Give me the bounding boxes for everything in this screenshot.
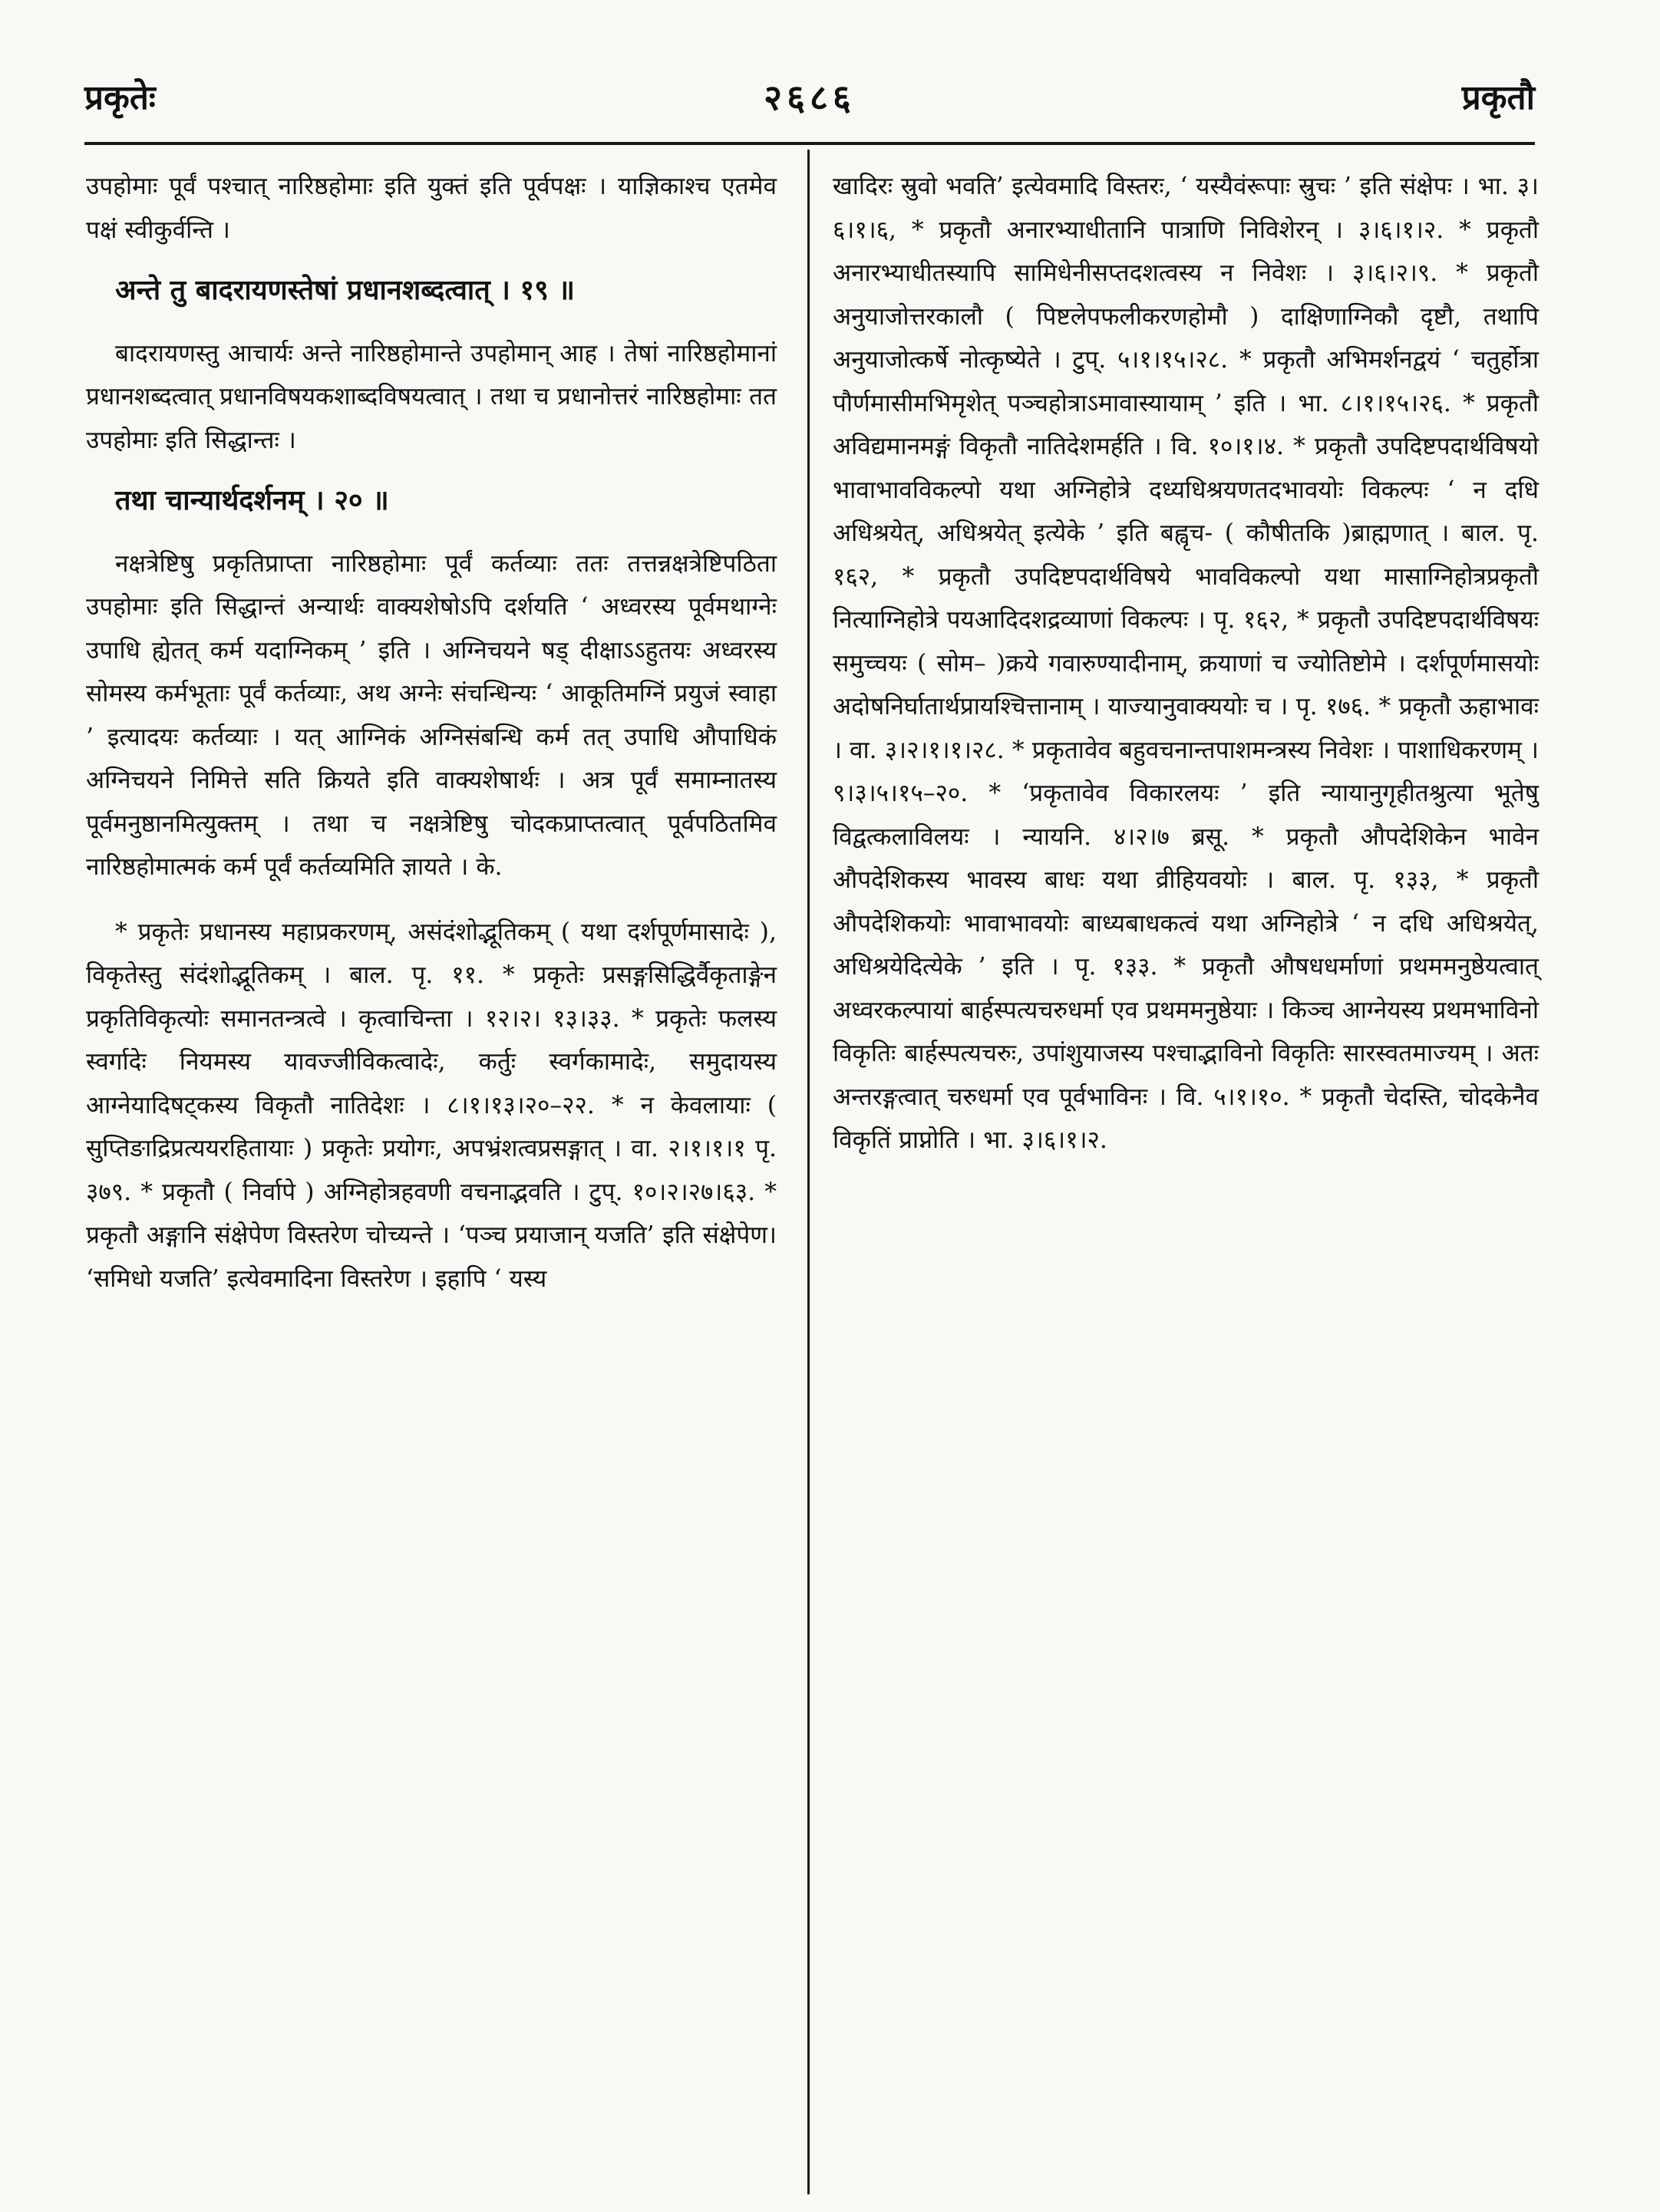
sutra-heading: तथा चान्यार्थदर्शनम् । २० ॥ xyxy=(115,484,389,516)
running-head-first-word: प्रकृतेः xyxy=(84,78,156,117)
left-column xyxy=(86,165,777,1300)
column-divider xyxy=(807,150,810,2194)
right-column xyxy=(833,165,1539,1162)
entry-paragraph: खादिरः स्रुवो भवति’ इत्येवमादि विस्तरः, ‘ यस्यैवंरूपाः स्रुचः ’ इति संक्षेपः । भा. ३।६।१।६, * प्रकृतौ अनारभ्याधीतानि पात्राणि निविशेरन् । ३।६।१।२. * प्रकृतौ अनारभ्याधीतस्यापि सामिधेनीसप्तदशत्वस्य न निवेशः । ३।६।२।९. * प्रकृतौ अनुयाजोत्तरकालौ ( पिष्टलेपफलीकरणहोमौ ) दाक्षिणाग्निकौ दृष्टौ, तथापि अनुयाजोत्कर्षे नोत्कृष्येते । टुप्. ५।१।१५।२८. * प्रकृतौ अभिमर्शनद्वयं ‘ चतुर्होत्रा पौर्णमासीमभिमृशेत् पञ्चहोत्राऽमावास्यायाम् ’ इति । भा. ८।१।१५।२६. * प्रकृतौ अविद्यमानमङ्गं विकृतौ नातिदेशमर्हति । वि. १०।१।४. * प्रकृतौ उपदिष्टपदार्थविषयो भावाभावविकल्पो यथा अग्निहोत्रे दध्यधिश्रयणतदभावयोः विकल्पः ‘ न दधि अधिश्रयेत्, अधिश्रयेत् इत्येके ’ इति बह्वृच- ( कौषीतकि )ब्राह्मणात् । बाल. पृ. १६२, * प्रकृतौ उपदिष्टपदार्थविषये भावविकल्पो यथा मासाग्निहोत्रप्रकृतौ नित्याग्निहोत्रे पयआदिदशद्रव्याणां विकल्पः । पृ. १६२, * प्रकृतौ उपदिष्टपदार्थविषयः समुच्चयः ( सोम– )क्रये गवारुण्यादीनाम्, क्रयाणां च ज्योतिष्टोमे । दर्शपूर्णमासयोः अदोषनिर्घातार्थप्रायश्चित्तानाम् । याज्यानुवाक्ययोः च । पृ. १७६. * प्रकृतौ ऊहाभावः । वा. ३।२।१।१।२८. * प्रकृतावेव बहुवचनान्तपाशमन्त्रस्य निवेशः । पाशाधिकरणम् । ९।३।५।१५–२०. * ‘प्रकृतावेव विकारलयः ’ इति न्यायानुगृहीतश्रुत्या भूतेषु विद्वत्कलाविलयः । न्यायनि. ४।२।७ ब्रसू. * प्रकृतौ औपदेशिकेन भावेन औपदेशिकस्य भावस्य बाधः यथा व्रीहियवयोः । बाल. पृ. १३३, * प्रकृतौ औपदेशिकयोः भावाभावयोः बाध्यबाधकत्वं यथा अग्निहोत्रे ‘ न दधि अधिश्रयेत्, अधिश्रयेदित्येके ’ इति । पृ. १३३. * प्रकृतौ औषधधर्माणां प्रथममनुष्ठेयत्वात् अध्वरकल्पायां बार्हस्पत्यचरुधर्मा एव प्रथममनुष्ठेयाः । किञ्च आग्नेयस्य प्रथमभाविनो विकृतिः बार्हस्पत्यचरुः, उपांशुयाजस्य पश्चाद्भाविनो विकृतिः सारस्वतमाज्यम् । अतः अन्तरङ्गत्वात् चरुधर्मा एव पूर्वभाविनः । वि. ५।१।१०. * प्रकृतौ चेदस्ति, चोदकेनैव विकृतिं प्राप्नोति । भा. ३।६।१।२. xyxy=(833,173,1539,1154)
paragraph: बादरायणस्तु आचार्यः अन्ते नारिष्ठहोमान्ते उपहोमान् आह । तेषां नारिष्ठहोमानां प्रधानशब्दत्वात् प्रधानविषयकशाब्दविषयत्वात् । तथा च प्रधानोत्तरं नारिष्ठहोमाः तत उपहोमाः इति सिद्धान्तः । xyxy=(86,339,777,454)
running-head xyxy=(84,73,1535,127)
running-head-last-word: प्रकृतौ xyxy=(1461,78,1535,117)
header-rule xyxy=(84,142,1535,145)
page-number: २६८६ xyxy=(764,77,856,118)
entry-paragraph: * प्रकृतेः प्रधानस्य महाप्रकरणम्, असंदंशोद्भूतिकम् ( यथा दर्शपूर्णमासादेः ), विकृतेस्तु संदंशोद्भूतिकम् । बाल. पृ. ११. * प्रकृतेः प्रसङ्गसिद्धिर्वैकृताङ्गेन प्रकृतिविकृत्योः समानतन्त्रत्वे । कृत्वाचिन्ता । १२।२। १३।३३. * प्रकृतेः फलस्य स्वर्गादेः नियमस्य यावज्जीविकत्वादेः, कर्तुः स्वर्गकामादेः, समुदायस्य आग्नेयादिषट्कस्य विकृतौ नातिदेशः । ८।१।१३।२०–२२. * न केवलायाः ( सुप्तिङाद्रिप्रत्ययरहितायाः ) प्रकृतेः प्रयोगः, अपभ्रंशत्वप्रसङ्गात् । वा. २।१।१।१ पृ. ३७९. * प्रकृतौ ( निर्वापे ) अग्निहोत्रहवणी वचनाद्भवति । टुप्. १०।२।२७।६३. * प्रकृतौ अङ्गानि संक्षेपेण विस्तरेण चोच्यन्ते । ‘पञ्च प्रयाजान् यजति’ इति संक्षेपेण। ‘समिधो यजति’ इत्येवमादिना विस्तरेण । इहापि ‘ यस्य xyxy=(86,918,777,1293)
paragraph: उपहोमाः पूर्वं पश्चात् नारिष्ठहोमाः इति युक्तं इति पूर्वपक्षः । याज्ञिकाश्च एतमेव पक्षं स्वीकुर्वन्ति । xyxy=(86,173,777,244)
sutra-heading: अन्ते तु बादरायणस्तेषां प्रधानशब्दत्वात् । १९ ॥ xyxy=(115,274,575,306)
paragraph: नक्षत्रेष्टिषु प्रकृतिप्राप्ता नारिष्ठहोमाः पूर्वं कर्तव्याः ततः तत्तन्नक्षत्रेष्टिपठिता उपहोमाः इति सिद्धान्तं अन्यार्थः वाक्यशेषोऽपि दर्शयति ‘ अध्वरस्य पूर्वमथाग्नेः उपाधि ह्येतत् कर्म यदाग्निकम् ’ इति । अग्निचयने षड् दीक्षाऽऽहुतयः अध्वरस्य सोमस्य कर्मभूताः पूर्वं कर्तव्याः, अथ अग्नेः संचन्धिन्यः ‘ आकूतिमग्निं प्रयुजं स्वाहा ’ इत्यादयः कर्तव्याः । यत् आग्निकं अग्निसंबन्धि कर्म तत् उपाधि औपाधिकं अग्निचयने निमित्ते सति क्रियते इति वाक्यशेषार्थः । अत्र पूर्वं समाम्नातस्य पूर्वमनुष्ठानमित्युक्तम् । तथा च नक्षत्रेष्टिषु चोदकप्राप्तत्वात् पूर्वपठितमिव नारिष्ठहोमात्मकं कर्म पूर्वं कर्तव्यमिति ज्ञायते । के. xyxy=(86,549,777,881)
